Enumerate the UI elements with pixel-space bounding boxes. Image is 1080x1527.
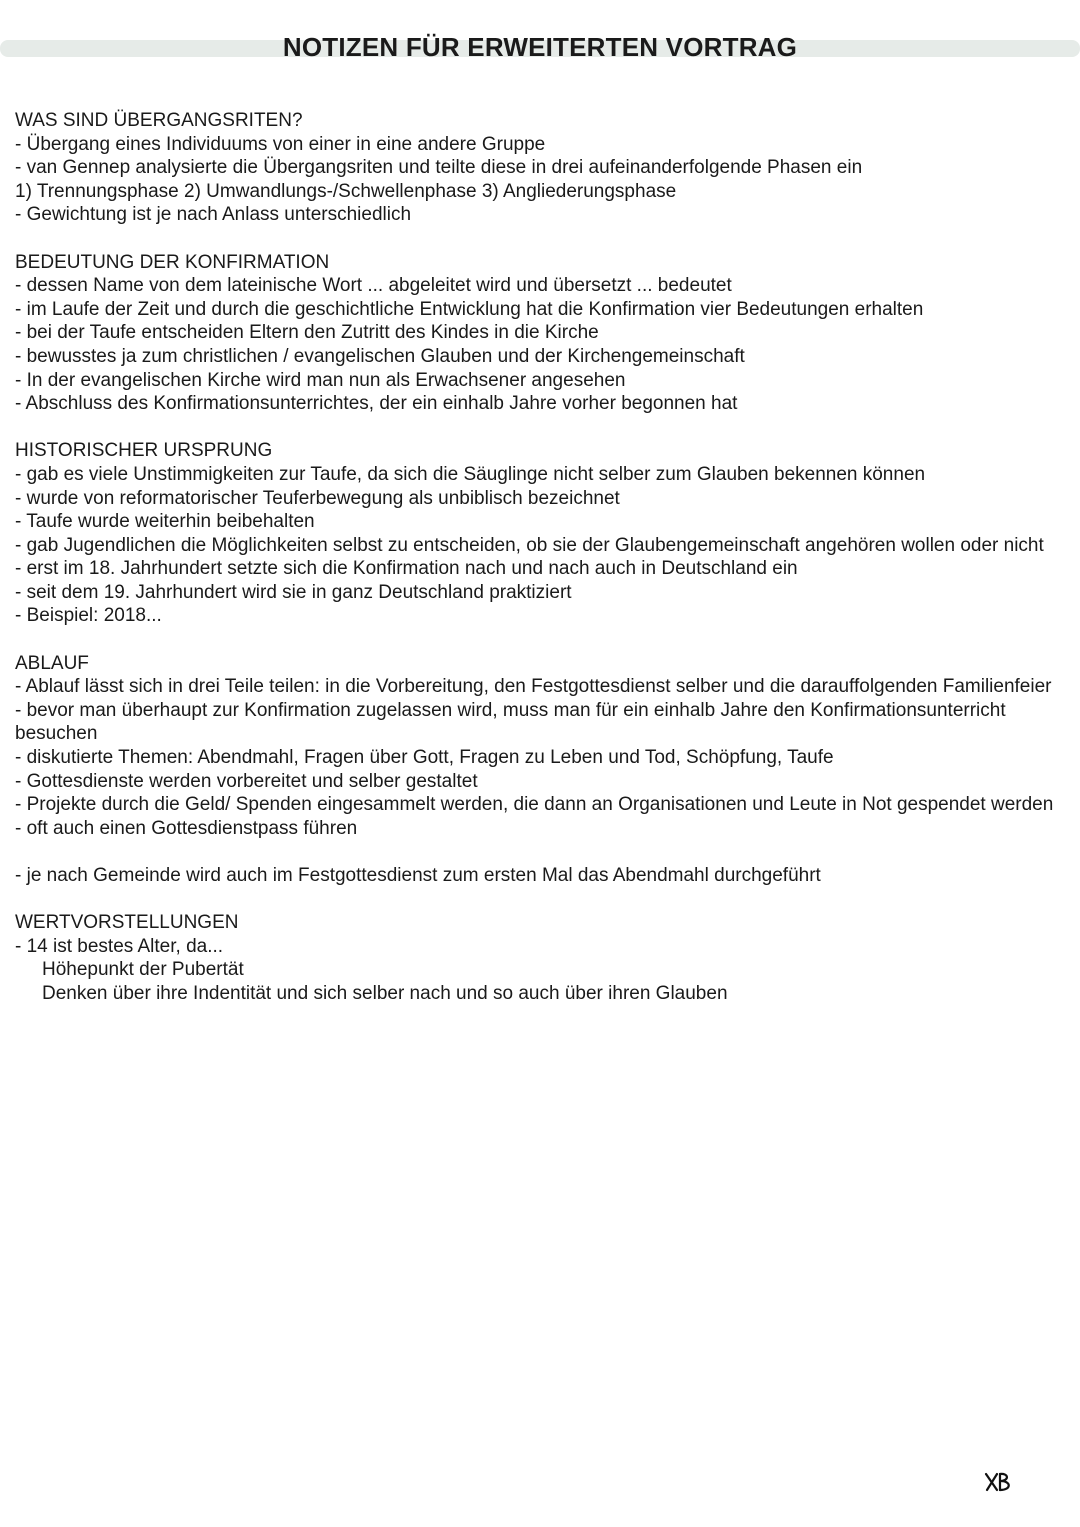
notes-body — [15, 109, 1065, 1029]
handwritten-signature-initials — [984, 1470, 1018, 1494]
note-line: - gab es viele Unstimmigkeiten zur Taufe, da sich die Säuglinge nicht selber zum Glauben bekennen können — [15, 463, 926, 485]
section-heading: HISTORISCHER URSPRUNG — [15, 440, 273, 462]
note-line: - oft auch einen Gottesdienstpass führen — [15, 817, 358, 839]
note-line: - wurde von reformatorischer Teuferbewegung als unbiblisch bezeichnet — [15, 487, 620, 509]
note-line: - Gewichtung ist je nach Anlass unterschiedlich — [15, 204, 412, 226]
section-uebergangsriten — [15, 109, 1065, 227]
note-line: - Gottesdienste werden vorbereitet und selber gestaltet — [15, 770, 478, 792]
note-line: - dessen Name von dem lateinische Wort ... abgeleitet wird und übersetzt ... bedeutet — [15, 275, 732, 297]
section-heading: BEDEUTUNG DER KONFIRMATION — [15, 251, 330, 273]
note-line: - bei der Taufe entscheiden Eltern den Zutritt des Kindes in die Kirche — [15, 322, 599, 344]
note-line: - van Gennep analysierte die Übergangsriten und teilte diese in drei aufeinanderfolgende Phasen ein — [15, 157, 863, 179]
note-line: - Taufe wurde weiterhin beibehalten — [15, 511, 315, 533]
section-ablauf — [15, 652, 1065, 888]
section-bedeutung — [15, 251, 1065, 416]
note-line: - diskutierte Themen: Abendmahl, Fragen über Gott, Fragen zu Leben und Tod, Schöpfung, Taufe — [15, 747, 834, 769]
note-line: - Abschluss des Konfirmationsunterrichtes, der ein einhalb Jahre vorher begonnen hat — [15, 393, 738, 415]
note-line: - im Laufe der Zeit und durch die geschichtliche Entwicklung hat die Konfirmation vier Bedeutungen erhalten — [15, 298, 924, 320]
note-line: - 14 ist bestes Alter, da... — [15, 935, 224, 957]
note-line: 1) Trennungsphase 2) Umwandlungs-/Schwellenphase 3) Angliederungsphase — [15, 180, 677, 202]
note-line: - Übergang eines Individuums von einer in eine andere Gruppe — [15, 133, 546, 155]
section-heading: ABLAUF — [15, 652, 89, 674]
note-line: - seit dem 19. Jahrhundert wird sie in ganz Deutschland praktiziert — [15, 581, 572, 603]
note-line: - je nach Gemeinde wird auch im Festgottesdienst zum ersten Mal das Abendmahl durchgeführt — [15, 865, 821, 886]
section-heading: WAS SIND ÜBERGANGSRITEN? — [15, 110, 303, 131]
section-wertvorstellungen — [15, 911, 1065, 1005]
note-subline: Höhepunkt der Pubertät — [42, 959, 244, 981]
note-line: - Beispiel: 2018... — [15, 605, 162, 627]
section-historischer-ursprung — [15, 439, 1065, 628]
note-line: - Projekte durch die Geld/ Spenden eingesammelt werden, die dann an Organisationen und Leute in Not gespendet werden — [15, 794, 1054, 816]
note-subline: Denken über ihre Indentität und sich selber nach und so auch über ihren Glauben — [42, 982, 728, 1004]
section-heading: WERTVORSTELLUNGEN — [15, 912, 239, 934]
note-line: - gab Jugendlichen die Möglichkeiten selbst zu entscheiden, ob sie der Glaubengemeinschaft angehören wollen oder nicht — [15, 534, 1044, 556]
page-title: NOTIZEN FÜR ERWEITERTEN VORTRAG — [282, 32, 798, 62]
note-line: - In der evangelischen Kirche wird man nun als Erwachsener angesehen — [15, 369, 626, 391]
note-line: - Ablauf lässt sich in drei Teile teilen: in die Vorbereitung, den Festgottesdienst selber und die darauffolgenden Familienfeier — [15, 676, 1052, 698]
note-line: - bewusstes ja zum christlichen / evangelischen Glauben und der Kirchengemeinschaft — [15, 345, 745, 367]
note-line: - bevor man überhaupt zur Konfirmation zugelassen wird, muss man für ein einhalb Jahre den Konfirmationsunterricht besuchen — [15, 699, 1006, 745]
blank-line — [15, 840, 1065, 864]
note-line: - erst im 18. Jahrhundert setzte sich die Konfirmation nach und nach auch in Deutschland ein — [15, 558, 798, 580]
